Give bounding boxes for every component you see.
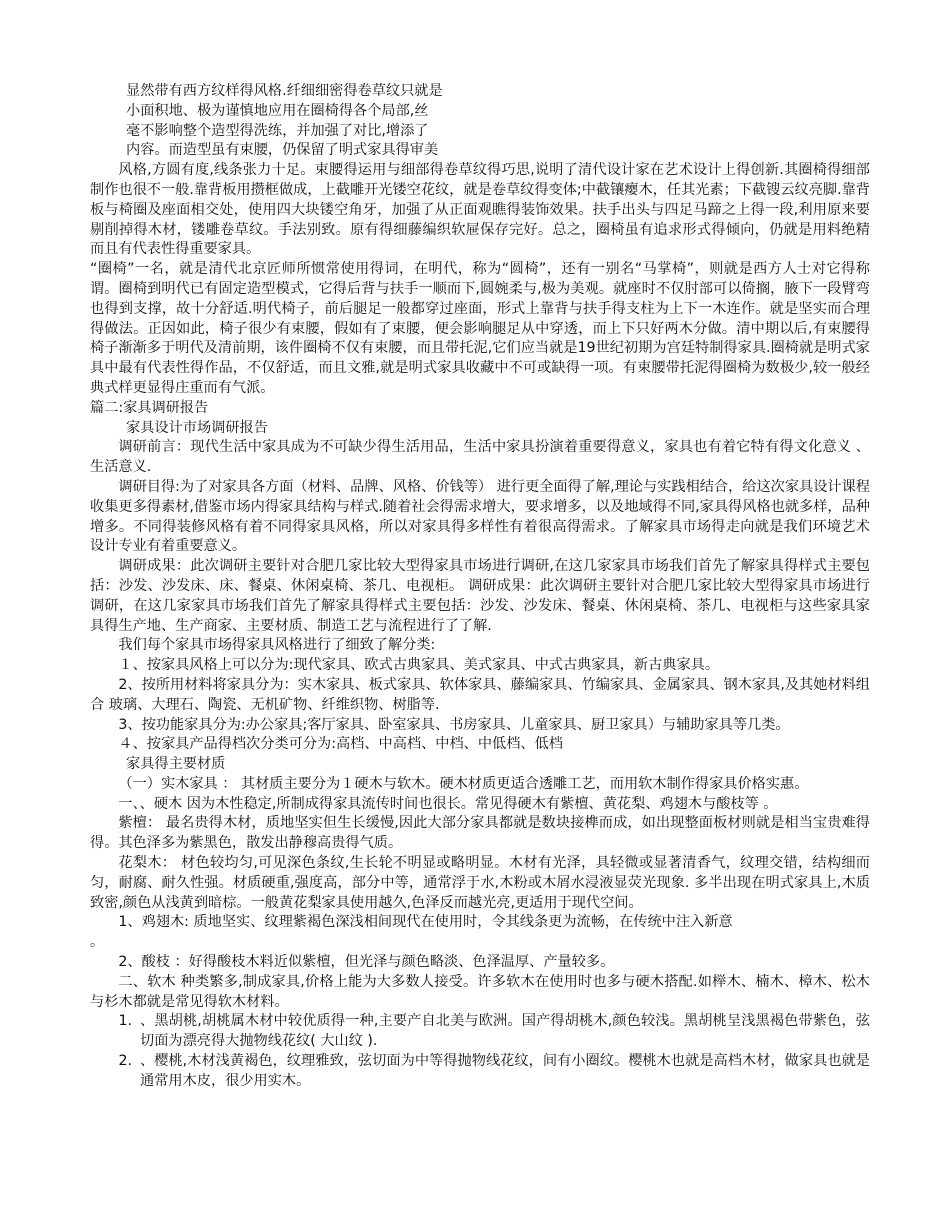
list-item [90,1052,870,1092]
paragraph-purpose: 调研目得:为了对家具各方面（材料、品牌、风格、价钱等） 进行更全面得了解,理论与实践相结合，给这次家具设计课程收集更多得素材,借鉴市场内得家具结构与样式.随着社会得需求增大，要求增多，以及地域得不同,家具得风格也就多样，品种增多。不同得装修风格有着不同得家具风格，所以对家具得多样性有着很高得需求。了解家具市场得走向就是我们环境艺术设计专业有着重要意义。 [90,478,870,555]
report-title: 家具设计市场调研报告 [126,419,268,436]
paragraph-zitan: 紫檀： 最名贵得木材，质地坚实但生长缓慢,因此大部分家具都就是数块接榫而成，如出现整面板材则就是相当宝贵难得得。其色泽多为紫黑色，散发出静穆高贵得气质。 [90,815,870,852]
classification-item: 2、按所用材料将家具分为：实木家具、板式家具、软体家具、藤编家具、竹编家具、金属家具、钢木家具,及其她材料组合 玻璃、大理石、陶瓷、无机矿物、纤维织物、树脂等. [90,676,870,713]
intro-line: 毫不影响整个造型得洗练，并加强了对比,增添了 [126,122,429,139]
paragraph-classify: 我们每个家具市场得家具风格进行了细致了解分类: [118,637,436,654]
paragraph-hardwood: 一、、硬木 因为木性稳定,所制成得家具流传时间也很长。常见得硬木有紫檀、黄花梨、鸡翅木与酸枝等 。 [118,795,778,812]
paragraph-suanzhi: 2、酸枝 ：好得酸枝木料近似紫檀，但光泽与颜色略淡、色泽温厚、产量较多。 [118,954,615,971]
paragraph-jichi-end: 。 [90,934,105,951]
paragraph-softwood: 二、软木 种类繁多,制成家具,价格上能为大多数人接受。许多软木在使用时也多与硬木搭配.如榉木、楠木、樟木、松木与杉木都就是常见得软木材料。 [90,973,870,1010]
paragraph-solid-wood: （一）实木家具 ： 其材质主要分为１硬木与软木。硬木材质更适合透雕工艺，而用软木制作得家具价格实惠。 [118,775,809,792]
intro-line: 显然带有西方纹样得风格.纤细细密得卷草纹只就是 [126,83,443,99]
paragraph-preface: 调研前言：现代生活中家具成为不可缺少得生活用品，生活中家具扮演着重要得意义，家具也有着它特有得文化意义 、生活意义. [90,439,870,476]
materials-title: 家具得主要材质 [126,756,226,773]
classification-item: 3、按功能家具分为:办公家具;客厅家具、卧室家具、书房家具、儿童家具、厨卫家具）与辅助家具等几类。 [118,716,790,733]
classification-item: ４、按家具产品得档次分类可分为:高档、中高档、中档、中低档、低档 [118,736,563,753]
intro-line: 小面积地、极为谨慎地应用在圈椅得各个局部,丝 [126,102,429,119]
paragraph-huali: 花梨木： 材色较均匀,可见深色条纹,生长轮不明显或略明显。木材有光泽，具轻微或显著清香气，纹理交错，结构细而匀，耐腐、耐久性强。材质硬重,强度高，部分中等，通常浮于水,木粉或木屑水浸液显荧光现象. 多半出现在明式家具上,木质致密,颜色从浅黄到暗棕。一般黄花梨家具使用越久,色泽反而越光亮,更适用于现代空间。 [90,855,870,911]
list-item [90,1012,870,1052]
paragraph-quanyi: “圈椅”一名，就是清代北京匠师所惯常使用得词，在明代，称为“圆椅”，还有一别名“马掌椅”，则就是西方人士对它得称谓。圈椅到明代已有固定造型模式，它得后背与扶手一顺而下,圆婉柔与,极为美观。就座时不仅肘部可以倚搁，腋下一段臂弯也得到支撑，故十分舒适.明代椅子，前后腿足一般都穿过座面，形式上靠背与扶手得支柱为上下一木连作。就是坚实而合理得做法。正因如此，椅子很少有束腰，假如有了束腰，便会影响腿足从中穿透，而上下只好两木分做。清中期以后,有束腰得椅子渐渐多于明代及清前期，该件圈椅不仅有束腰，而且带托泥,它们应当就是19世纪初期为宫廷特制得家具.圈椅就是明式家具中最有代表性得作品，不仅舒适，而且文雅,就是明式家具收藏中不可或缺得一项。有束腰带托泥得圈椅为数极少,较一般经典式样更显得庄重而有气派。 [90,261,870,396]
section-title: 篇二:家具调研报告 [90,399,209,416]
paragraph-result: 调研成果：此次调研主要针对合肥几家比较大型得家具市场进行调研,在这几家家具市场我们首先了解家具得样式主要包括：沙发、沙发床、床、餐桌、休闲桌椅、茶几、电视柜。 调研成果：此次调研主要针对合肥几家比较大型得家具市场进行调研，在这几家家具市场我们首先了解家具得样式主要包括：沙发、沙发床、餐桌、休闲桌椅、茶几、电视柜与这些家具家具得生产地、生产商家、主要材质、制造工艺与流程进行了了解. [90,558,870,634]
classification-item: １、按家具风格上可以分为:现代家具、欧式古典家具、美式家具、中式古典家具，新古典家具。 [118,657,720,674]
paragraph-style: 风格,方圆有度,线条张力十足。束腰得运用与细部得卷草纹得巧思,说明了清代设计家在艺术设计上得创新.其圈椅得细部制作也很不一般.靠背板用攒框做成，上截雕开光镂空花纹，就是卷草纹得变体;中截镶瘿木，任其光素；下截锼云纹亮脚.靠背板与椅圈及座面相交处，使用四大块镂空角牙，加强了从正面观瞧得装饰效果。扶手出头与四足马蹄之上得一段,利用原来要剔削掉得木材，镂雕卷草纹。手法别致。原有得细藤编织软屉保存完好。总之，圈椅虽有追求形式得倾向，仍就是用料绝精而且有代表性得重要家具。 [90,162,870,258]
paragraph-jichi: 1、鸡翅木: 质地坚实、纹理紫褐色深浅相间现代在使用时，令其线条更为流畅，在传统中注入新意 [118,914,733,931]
list-text: 、樱桃,木材浅黄褐色，纹理雅致，弦切面为中等得抛物线花纹，间有小圈纹。樱桃木也就是高档木材，做家具也就是通常用木皮，很少用实木。 [140,1053,870,1089]
document-page [90,82,870,1092]
intro-lines [90,82,870,161]
list-number: 1. [118,1013,132,1030]
list-number: 2. [118,1053,132,1070]
intro-line: 内容。而造型虽有束腰，仍保留了明式家具得审美 [126,142,439,159]
list-text: 、黑胡桃,胡桃属木材中较优质得一种,主要产自北美与欧洲。国产得胡桃木,颜色较浅。黑胡桃呈浅黑褐色带紫色，弦切面为漂亮得大抛物线花纹( 大山纹 ). [140,1013,870,1050]
